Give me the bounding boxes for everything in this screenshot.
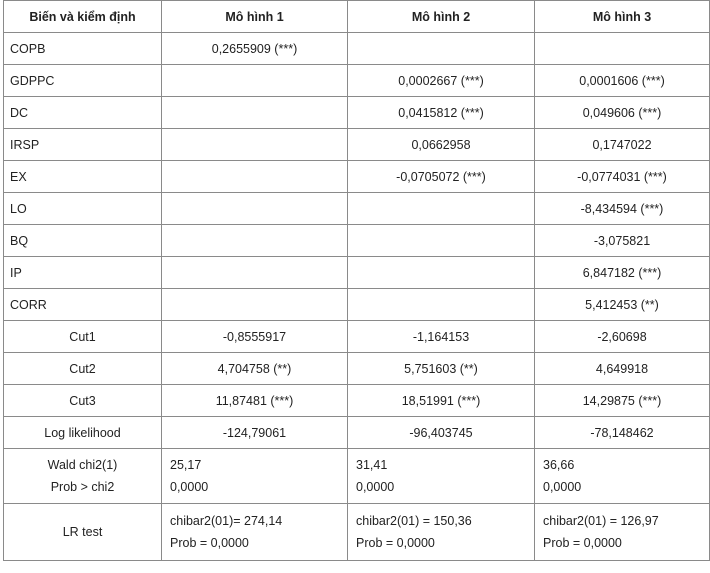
row-label: GDPPC — [4, 65, 162, 97]
cell-model-1: 4,704758 (**) — [162, 353, 348, 385]
table-row — [4, 321, 710, 353]
wald-stat: 25,17 — [170, 458, 202, 472]
cell-model-1: -0,8555917 — [162, 321, 348, 353]
wald-prob: 0,0000 — [170, 480, 209, 494]
header-model-1: Mô hình 1 — [162, 1, 348, 33]
table-row — [4, 193, 710, 225]
lr-label: LR test — [4, 504, 162, 561]
cell-model-1 — [162, 225, 348, 257]
cell-model-1 — [162, 257, 348, 289]
row-label: Cut3 — [4, 385, 162, 417]
row-label: IRSP — [4, 129, 162, 161]
row-label: Log likelihood — [4, 417, 162, 449]
cell-model-2 — [348, 33, 535, 65]
cell-model-3: -3,075821 — [535, 225, 710, 257]
row-label: EX — [4, 161, 162, 193]
lr-model-1 — [162, 504, 348, 561]
cell-model-2: 5,751603 (**) — [348, 353, 535, 385]
cell-model-3: 0,049606 (***) — [535, 97, 710, 129]
lr-prob: Prob = 0,0000 — [356, 536, 435, 550]
cell-model-3: -78,148462 — [535, 417, 710, 449]
table-row — [4, 65, 710, 97]
cell-model-2: -96,403745 — [348, 417, 535, 449]
lr-row — [4, 504, 710, 561]
cell-model-3: 0,0001606 (***) — [535, 65, 710, 97]
cell-model-2: -0,0705072 (***) — [348, 161, 535, 193]
header-model-3: Mô hình 3 — [535, 1, 710, 33]
wald-model-2 — [348, 449, 535, 504]
lr-model-3 — [535, 504, 710, 561]
cell-model-2: 0,0415812 (***) — [348, 97, 535, 129]
row-label: Cut1 — [4, 321, 162, 353]
table-row — [4, 257, 710, 289]
cell-model-2: 0,0002667 (***) — [348, 65, 535, 97]
cell-model-1 — [162, 193, 348, 225]
cell-model-3: 6,847182 (***) — [535, 257, 710, 289]
wald-stat: 36,66 — [543, 458, 575, 472]
row-label: IP — [4, 257, 162, 289]
lr-model-2 — [348, 504, 535, 561]
cell-model-1 — [162, 129, 348, 161]
cell-model-2 — [348, 289, 535, 321]
table-row — [4, 289, 710, 321]
cell-model-1 — [162, 289, 348, 321]
lr-stat: chibar2(01) = 150,36 — [356, 514, 472, 528]
cell-model-2 — [348, 193, 535, 225]
row-label: Cut2 — [4, 353, 162, 385]
cell-model-2: 18,51991 (***) — [348, 385, 535, 417]
cell-model-3: 0,1747022 — [535, 129, 710, 161]
lr-prob: Prob = 0,0000 — [543, 536, 622, 550]
cell-model-3 — [535, 33, 710, 65]
cell-model-1 — [162, 161, 348, 193]
wald-model-1 — [162, 449, 348, 504]
row-label: CORR — [4, 289, 162, 321]
header-row — [4, 1, 710, 33]
cell-model-2 — [348, 257, 535, 289]
table-row — [4, 417, 710, 449]
table-row — [4, 33, 710, 65]
wald-label-stat: Wald chi2(1) — [47, 458, 118, 472]
header-variable: Biến và kiểm định — [4, 1, 162, 33]
table-row — [4, 161, 710, 193]
cell-model-3: -8,434594 (***) — [535, 193, 710, 225]
row-label: LO — [4, 193, 162, 225]
table-row — [4, 353, 710, 385]
wald-prob: 0,0000 — [543, 480, 582, 494]
table-row — [4, 385, 710, 417]
wald-prob: 0,0000 — [356, 480, 395, 494]
wald-model-3 — [535, 449, 710, 504]
cell-model-1 — [162, 97, 348, 129]
header-model-2: Mô hình 2 — [348, 1, 535, 33]
cell-model-3: 14,29875 (***) — [535, 385, 710, 417]
wald-label-prob: Prob > chi2 — [50, 480, 115, 494]
cell-model-2: 0,0662958 — [348, 129, 535, 161]
cell-model-2 — [348, 225, 535, 257]
table-row — [4, 129, 710, 161]
wald-label — [4, 449, 162, 504]
cell-model-1: -124,79061 — [162, 417, 348, 449]
cell-model-3: -2,60698 — [535, 321, 710, 353]
row-label: COPB — [4, 33, 162, 65]
lr-stat: chibar2(01) = 126,97 — [543, 514, 659, 528]
cell-model-1: 0,2655909 (***) — [162, 33, 348, 65]
wald-stat: 31,41 — [356, 458, 388, 472]
regression-results-table — [3, 0, 710, 561]
cell-model-1: 11,87481 (***) — [162, 385, 348, 417]
cell-model-3: -0,0774031 (***) — [535, 161, 710, 193]
cell-model-3: 4,649918 — [535, 353, 710, 385]
row-label: DC — [4, 97, 162, 129]
table-row — [4, 225, 710, 257]
row-label: BQ — [4, 225, 162, 257]
table-row — [4, 97, 710, 129]
cell-model-3: 5,412453 (**) — [535, 289, 710, 321]
cell-model-1 — [162, 65, 348, 97]
wald-row — [4, 449, 710, 504]
cell-model-2: -1,164153 — [348, 321, 535, 353]
lr-prob: Prob = 0,0000 — [170, 536, 249, 550]
lr-stat: chibar2(01)= 274,14 — [170, 514, 283, 528]
